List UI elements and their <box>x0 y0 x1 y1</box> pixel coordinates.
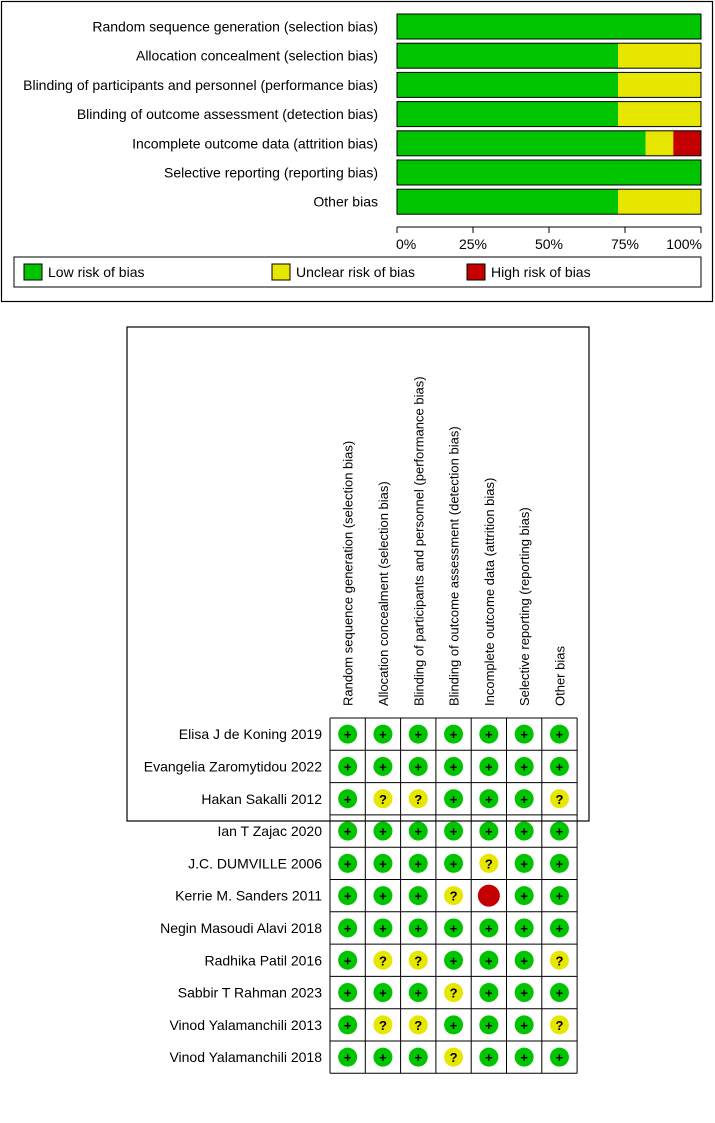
study-label: Ian T Zajac 2020 <box>217 823 322 840</box>
risk-of-bias-summary-chart <box>0 0 715 305</box>
column-header: Random sequence generation (selection bias) <box>340 440 356 706</box>
risk-symbol: + <box>520 985 528 1001</box>
x-tick-label: 50% <box>534 236 564 252</box>
bar-segment <box>673 131 701 156</box>
risk-symbol: ? <box>484 856 493 872</box>
risk-symbol: + <box>449 791 458 807</box>
risk-symbol: + <box>555 824 564 840</box>
risk-symbol: + <box>520 759 528 775</box>
bar-segment <box>397 72 618 97</box>
risk-symbol: + <box>485 824 493 840</box>
bar-category-label: Incomplete outcome data (attrition bias) <box>132 135 378 152</box>
legend-label: Unclear risk of bias <box>296 264 416 280</box>
bar-category-label: Random sequence generation (selection bias) <box>92 18 378 35</box>
x-tick-label: 0% <box>396 236 417 252</box>
risk-symbol: ? <box>378 1017 387 1033</box>
study-label: Radhika Patil 2016 <box>204 952 322 969</box>
bar-segment <box>397 43 618 68</box>
study-label: Evangelia Zaromytidou 2022 <box>143 758 322 775</box>
risk-symbol: + <box>520 1017 528 1033</box>
risk-symbol: + <box>414 985 423 1001</box>
x-tick-label: 25% <box>458 236 488 252</box>
column-header: Blinding of participants and personnel (performance bias) <box>411 376 427 706</box>
risk-symbol: + <box>379 824 387 840</box>
risk-symbol: + <box>485 759 493 775</box>
legend-label: High risk of bias <box>491 264 591 280</box>
bar-category-label: Blinding of outcome assessment (detection bias) <box>76 106 378 123</box>
study-label: Negin Masoudi Alavi 2018 <box>160 919 322 936</box>
bar-segment <box>618 189 701 214</box>
column-header: Blinding of outcome assessment (detection bias) <box>446 426 462 706</box>
bar-segment <box>397 131 646 156</box>
risk-symbol: + <box>379 888 387 904</box>
bar-segment <box>618 102 701 127</box>
study-label: Elisa J de Koning 2019 <box>178 726 322 743</box>
legend-label: Low risk of bias <box>48 264 145 280</box>
risk-symbol: ? <box>414 791 423 807</box>
column-header: Selective reporting (reporting bias) <box>517 507 533 706</box>
risk-symbol: ? <box>414 1017 423 1033</box>
risk-symbol: ? <box>449 1050 458 1066</box>
risk-symbol: + <box>343 856 352 872</box>
bar-category-label: Allocation concealment (selection bias) <box>135 47 378 64</box>
risk-high-marker <box>478 885 500 907</box>
bar-segment <box>646 131 674 156</box>
risk-symbol: + <box>379 727 387 743</box>
risk-symbol: + <box>414 824 423 840</box>
risk-symbol: ? <box>449 985 458 1001</box>
study-label: Kerrie M. Sanders 2011 <box>175 887 322 904</box>
risk-symbol: + <box>414 856 423 872</box>
risk-symbol: + <box>520 856 528 872</box>
risk-symbol: + <box>555 759 564 775</box>
risk-symbol: + <box>520 824 528 840</box>
bar-segment <box>618 72 701 97</box>
risk-symbol: + <box>520 727 528 743</box>
bar-segment <box>618 43 701 68</box>
risk-symbol: + <box>343 824 352 840</box>
risk-symbol: + <box>379 1050 387 1066</box>
risk-symbol: ? <box>414 953 423 969</box>
risk-symbol: + <box>449 920 458 936</box>
x-tick-label: 100% <box>666 236 702 252</box>
risk-symbol: + <box>414 727 423 743</box>
risk-symbol: + <box>485 1017 493 1033</box>
risk-symbol: + <box>555 856 564 872</box>
risk-symbol: + <box>414 759 423 775</box>
column-header: Other bias <box>552 646 568 706</box>
risk-symbol: + <box>379 920 387 936</box>
study-label: Vinod Yalamanchili 2013 <box>169 1016 322 1033</box>
risk-symbol: + <box>449 824 458 840</box>
risk-symbol: + <box>555 888 564 904</box>
risk-symbol: + <box>414 888 423 904</box>
risk-symbol: + <box>485 953 493 969</box>
risk-symbol: + <box>555 920 564 936</box>
risk-symbol: + <box>343 759 352 775</box>
risk-symbol: + <box>520 888 528 904</box>
bar-category-label: Selective reporting (reporting bias) <box>164 164 378 181</box>
risk-symbol: ? <box>449 888 458 904</box>
bar-segment <box>397 189 618 214</box>
risk-symbol: ? <box>555 1017 564 1033</box>
risk-symbol: + <box>379 985 387 1001</box>
risk-symbol: + <box>449 727 458 743</box>
risk-symbol: + <box>520 920 528 936</box>
risk-symbol: + <box>485 791 493 807</box>
risk-symbol: + <box>485 1050 493 1066</box>
risk-symbol: + <box>449 1017 458 1033</box>
column-header: Incomplete outcome data (attrition bias) <box>481 477 497 706</box>
risk-symbol: ? <box>555 953 564 969</box>
bar-segment <box>397 160 701 185</box>
risk-symbol: ? <box>555 791 564 807</box>
risk-symbol: ? <box>378 953 387 969</box>
risk-symbol: + <box>379 856 387 872</box>
risk-symbol: + <box>414 920 423 936</box>
risk-of-bias-graph <box>0 310 715 1066</box>
risk-symbol: + <box>343 888 352 904</box>
risk-symbol: + <box>555 1050 564 1066</box>
risk-symbol: + <box>343 1050 352 1066</box>
bar-segment <box>397 14 701 39</box>
risk-symbol: + <box>555 985 564 1001</box>
bar-category-label: Other bias <box>313 193 378 210</box>
legend-swatch <box>467 264 485 280</box>
risk-symbol: + <box>449 953 458 969</box>
bar-segment <box>397 102 618 127</box>
column-header: Allocation concealment (selection bias) <box>375 481 391 706</box>
risk-symbol: + <box>343 727 352 743</box>
risk-symbol: + <box>555 727 564 743</box>
risk-symbol: + <box>485 727 493 743</box>
study-label: Hakan Sakalli 2012 <box>201 790 322 807</box>
risk-symbol: + <box>343 953 352 969</box>
risk-symbol: + <box>520 1050 528 1066</box>
risk-symbol: + <box>343 791 352 807</box>
study-label: Sabbir T Rahman 2023 <box>177 984 322 1001</box>
risk-symbol: + <box>449 856 458 872</box>
risk-symbol: ? <box>378 791 387 807</box>
risk-symbol: + <box>343 985 352 1001</box>
risk-symbol: + <box>520 791 528 807</box>
study-label: J.C. DUMVILLE 2006 <box>188 855 322 872</box>
risk-symbol: + <box>379 759 387 775</box>
risk-symbol: + <box>343 920 352 936</box>
risk-symbol: + <box>414 1050 423 1066</box>
risk-symbol: + <box>343 1017 352 1033</box>
legend-swatch <box>272 264 290 280</box>
x-tick-label: 75% <box>610 236 640 252</box>
risk-symbol: + <box>485 920 493 936</box>
risk-symbol: + <box>520 953 528 969</box>
legend-swatch <box>24 264 42 280</box>
study-label: Vinod Yalamanchili 2018 <box>169 1049 322 1066</box>
risk-symbol: + <box>449 759 458 775</box>
bar-category-label: Blinding of participants and personnel (performance bias) <box>23 76 378 93</box>
risk-symbol: + <box>485 985 493 1001</box>
